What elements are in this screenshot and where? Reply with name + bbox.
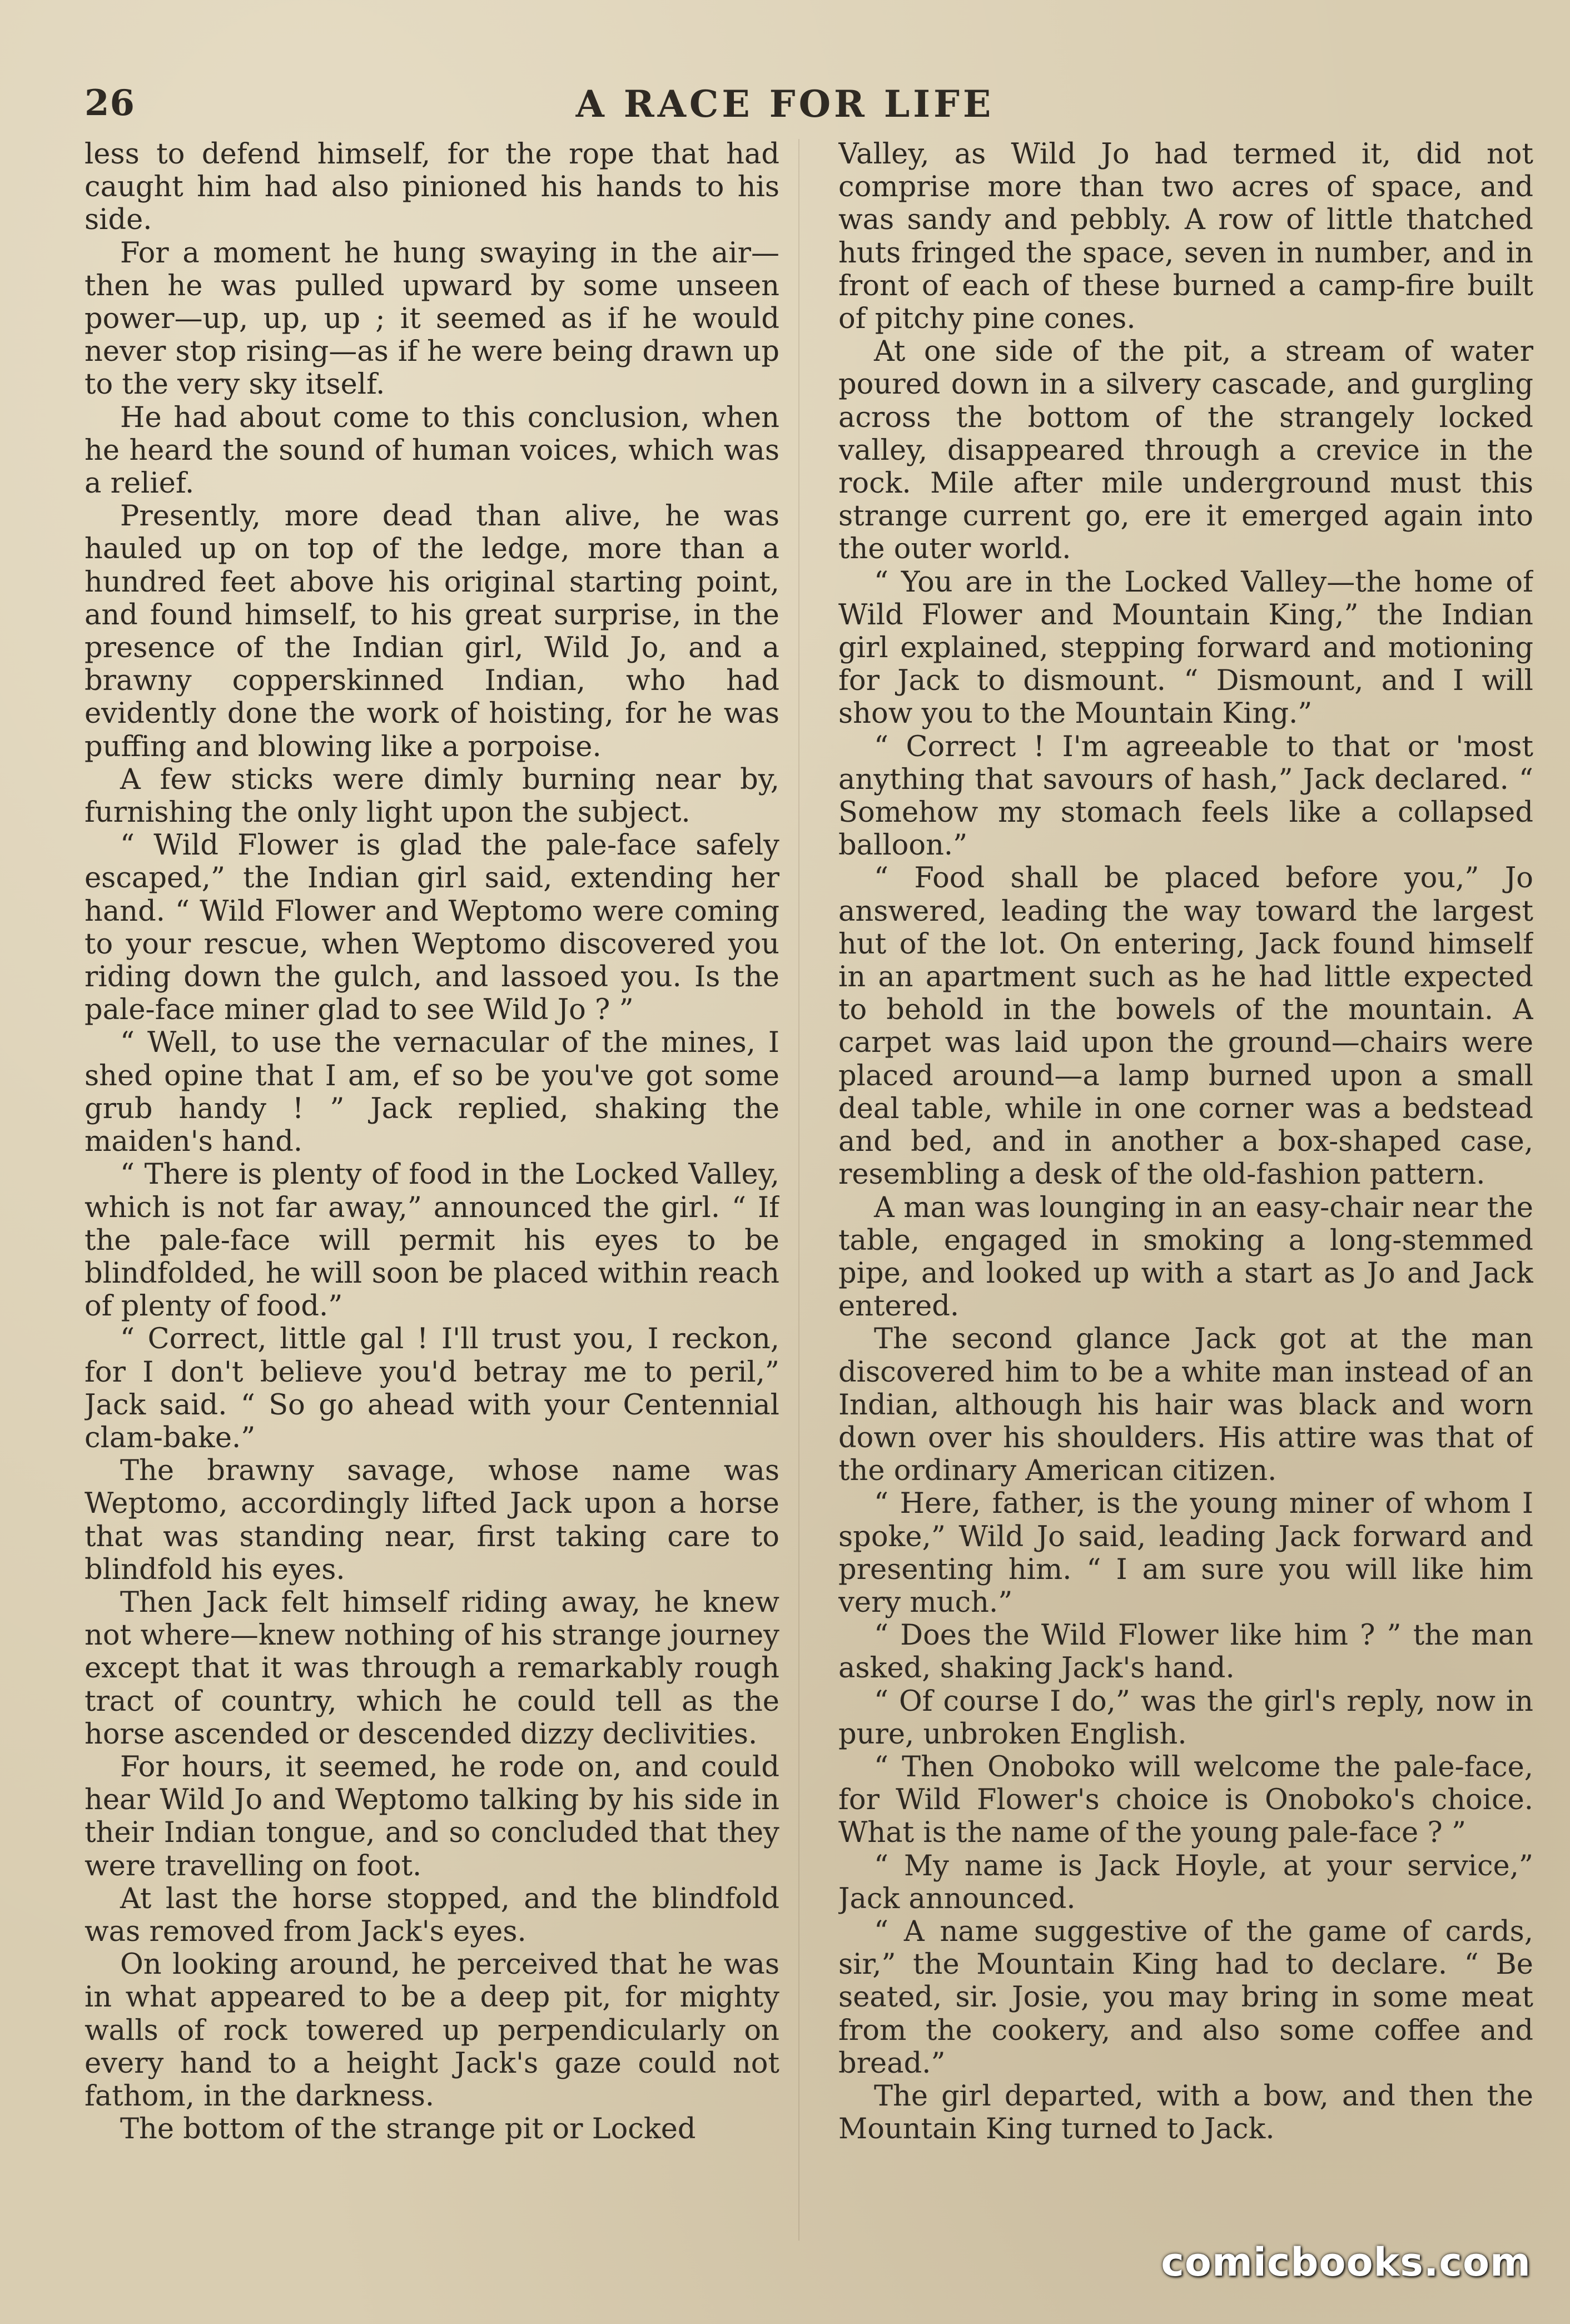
page-number: 26 bbox=[85, 82, 136, 124]
paragraph: The second glance Jack got at the man discovered him to be a white man instead of an Indian, although his hair was black and worn down over his shoulders. His attire was that of the ordinary American citizen. bbox=[838, 1323, 1533, 1488]
paragraph: A man was lounging in an easy-chair near the table, engaged in smoking a long-stemmed pipe, and looked up with a start as Jo and Jack entered. bbox=[838, 1191, 1533, 1323]
paragraph: “ My name is Jack Hoyle, at your service,” Jack announced. bbox=[838, 1849, 1533, 1915]
running-title: A RACE FOR LIFE bbox=[575, 82, 995, 126]
paragraph: “ Food shall be placed before you,” Jo answered, leading the way toward the largest hut of the lot. On entering, Jack found himself in an apartment such as he had little expected to behold in the bowels of the mountain. A carpet was laid upon the ground—chairs were placed around—a lamp burned upon a small deal table, while in one corner was a bedstead and bed, and in another a box-shaped case, resembling a desk of the old-fashion pattern. bbox=[838, 862, 1533, 1191]
paragraph: “ Does the Wild Flower like him ? ” the man asked, shaking Jack's hand. bbox=[838, 1619, 1533, 1685]
left-text-column bbox=[85, 138, 779, 2245]
right-text-column bbox=[838, 138, 1533, 2245]
paragraph: At last the horse stopped, and the blindfold was removed from Jack's eyes. bbox=[85, 1882, 779, 1948]
paragraph: “ You are in the Locked Valley—the home of Wild Flower and Mountain King,” the Indian girl explained, stepping forward and motioning for Jack to dismount. “ Dismount, and I will show you to the Mountain King.” bbox=[838, 565, 1533, 731]
paragraph: “ Of course I do,” was the girl's reply, now in pure, unbroken English. bbox=[838, 1685, 1533, 1751]
paragraph: At one side of the pit, a stream of water poured down in a silvery cascade, and gurgling across the bottom of the strangely locked valley, disappeared through a crevice in the rock. Mile after mile underground must this strange current go, ere it emerged again into the outer world. bbox=[838, 335, 1533, 566]
column-gutter bbox=[798, 139, 799, 2241]
paragraph: Presently, more dead than alive, he was hauled up on top of the ledge, more than a hundred feet above his original starting point, and found himself, to his great surprise, in the presence of the Indian girl, Wild Jo, and a brawny copperskinned Indian, who had evidently done the work of hoisting, for he was puffing and blowing like a porpoise. bbox=[85, 500, 779, 763]
paragraph: “ Correct ! I'm agreeable to that or 'most anything that savours of hash,” Jack declared. “ Somehow my stomach feels like a collapsed balloon.” bbox=[838, 730, 1533, 862]
paragraph: “ Correct, little gal ! I'll trust you, I reckon, for I don't believe you'd betray me to peril,” Jack said. “ So go ahead with your Centennial clam-bake.” bbox=[85, 1323, 779, 1454]
paragraph: The brawny savage, whose name was Weptomo, accordingly lifted Jack upon a horse that was standing near, first taking care to blindfold his eyes. bbox=[85, 1454, 779, 1586]
paragraph: For a moment he hung swaying in the air—then he was pulled upward by some unseen power—up, up, up ; it seemed as if he would never stop rising—as if he were being drawn up to the very sky itself. bbox=[85, 236, 779, 401]
paragraph: “ There is plenty of food in the Locked Valley, which is not far away,” announced the girl. “ If the pale-face will permit his eyes to be blindfolded, he will soon be placed within reach of plenty of food.” bbox=[85, 1158, 779, 1323]
paragraph: The girl departed, with a bow, and then the Mountain King turned to Jack. bbox=[838, 2079, 1533, 2146]
paragraph: “ A name suggestive of the game of cards, sir,” the Mountain King had to declare. “ Be seated, sir. Josie, you may bring in some meat from the cookery, and also some coffee and bread.” bbox=[838, 1915, 1533, 2080]
paragraph: The bottom of the strange pit or Locked bbox=[120, 2113, 696, 2146]
page-header bbox=[0, 82, 1570, 127]
paragraph: Then Jack felt himself riding away, he knew not where—knew nothing of his strange journey except that it was through a remarkably rough tract of country, which he could tell as the horse ascended or descended dizzy declivities. bbox=[85, 1586, 779, 1751]
paragraph: A few sticks were dimly burning near by, furnishing the only light upon the subject. bbox=[85, 763, 779, 830]
paragraph: On looking around, he perceived that he was in what appeared to be a deep pit, for mighty walls of rock towered up perpendicularly on every hand to a height Jack's gaze could not fathom, in the darkness. bbox=[85, 1948, 779, 2113]
paragraph: “ Here, father, is the young miner of whom I spoke,” Wild Jo said, leading Jack forward and presenting him. “ I am sure you will like him very much.” bbox=[838, 1487, 1533, 1619]
paragraph: “ Then Onoboko will welcome the pale-face, for Wild Flower's choice is Onoboko's choice. What is the name of the young pale-face ? ” bbox=[838, 1750, 1533, 1850]
paragraph: Valley, as Wild Jo had termed it, did not comprise more than two acres of space, and was sandy and pebbly. A row of little thatched huts fringed the space, seven in number, and in front of each of these burned a camp-fire built of pitchy pine cones. bbox=[838, 138, 1533, 336]
paragraph: For hours, it seemed, he rode on, and could hear Wild Jo and Weptomo talking by his side in their Indian tongue, and so concluded that they were travelling on foot. bbox=[85, 1750, 779, 1883]
paragraph: “ Wild Flower is glad the pale-face safely escaped,” the Indian girl said, extending her hand. “ Wild Flower and Weptomo were coming to your rescue, when Weptomo discovered you riding down the gulch, and lassoed you. Is the pale-face miner glad to see Wild Jo ? ” bbox=[85, 829, 779, 1027]
paragraph: “ Well, to use the vernacular of the mines, I shed opine that I am, ef so be you've got some grub handy ! ” Jack replied, shaking the maiden's hand. bbox=[85, 1026, 779, 1159]
paragraph: He had about come to this conclusion, when he heard the sound of human voices, which was a relief. bbox=[85, 401, 779, 500]
watermark: comicbooks.com bbox=[1161, 2239, 1531, 2285]
paragraph: less to defend himself, for the rope that had caught him had also pinioned his hands to his side. bbox=[85, 138, 779, 237]
